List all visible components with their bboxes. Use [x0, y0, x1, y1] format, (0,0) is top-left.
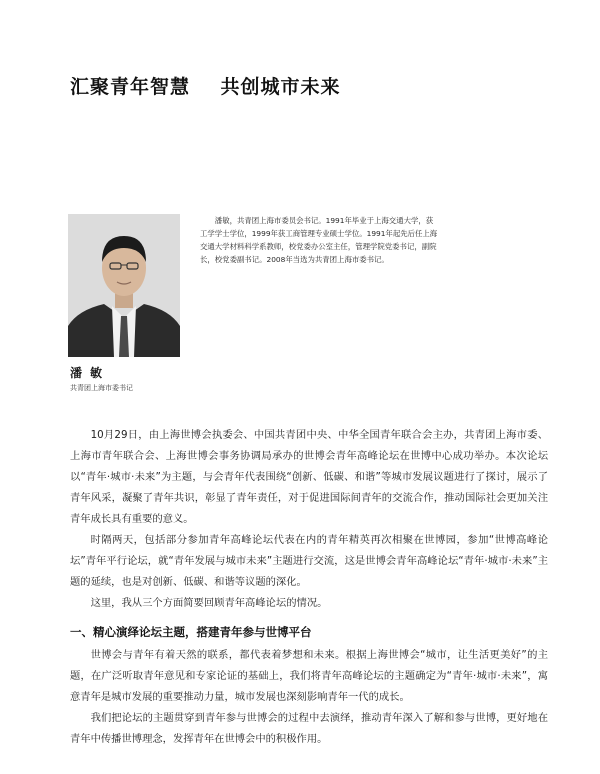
author-role: 共青团上海市委书记: [70, 384, 133, 392]
article-title: 汇聚青年智慧 共创城市未来: [70, 76, 341, 98]
author-bio: 潘敏，共青团上海市委员会书记。1991年毕业于上海交通大学，获工学学士学位，1999年获工商管理专业硕士学位。1991年起先后任上海交通大学材料科学系教师，校党委办公室主任，管理学院党委书记，副院长，校党委副书记。2008年当选为共青团上海市委书记。: [200, 216, 438, 264]
author-portrait: [68, 214, 180, 357]
paragraph-5: 我们把论坛的主题贯穿到青年参与世博会的过程中去演绎，推动青年深入了解和参与世博，更好地在青年中传播世博理念，发挥青年在世博会中的积极作用。: [70, 712, 548, 745]
paragraph-2: 时隔两天，包括部分参加青年高峰论坛代表在内的青年精英再次相聚在世博园，参加“世博高峰论坛”青年平行论坛，就“青年发展与城市未来”主题进行交流，这是世博会青年高峰论坛“青年·城市·未来”主题的延续，也是对创新、低碳、和谐等议题的深化。: [70, 534, 548, 588]
author-name: 潘敏: [70, 366, 111, 380]
paragraph-1: 10月29日，由上海世博会执委会、中国共青团中央、中华全国青年联合会主办，共青团上海市委、上海市青年联合会、上海世博会事务协调局承办的世博会青年高峰论坛在世博中心成功举办。本次论坛以“青年·城市·未来”为主题，与会青年代表围绕“创新、低碳、和谐”等城市发展议题进行了探讨，展示了青年风采，凝聚了青年共识，彰显了青年责任，对于促进国际间青年的交流合作，推动国际社会更加关注青年成长具有重要的意义。: [70, 429, 548, 525]
section-heading-1: 一、精心演绎论坛主题，搭建青年参与世博平台: [70, 625, 312, 639]
paragraph-4: 世博会与青年有着天然的联系，都代表着梦想和未来。根据上海世博会“城市，让生活更美好”的主题，在广泛听取青年意见和专家论证的基础上，我们将青年高峰论坛的主题确定为“青年·城市·未来”，寓意青年是城市发展的重要推动力量，城市发展也深刻影响青年一代的成长。: [70, 649, 548, 703]
portrait-illustration: [68, 214, 180, 357]
paragraph-3: 这里，我从三个方面简要回顾青年高峰论坛的情况。: [90, 597, 328, 609]
